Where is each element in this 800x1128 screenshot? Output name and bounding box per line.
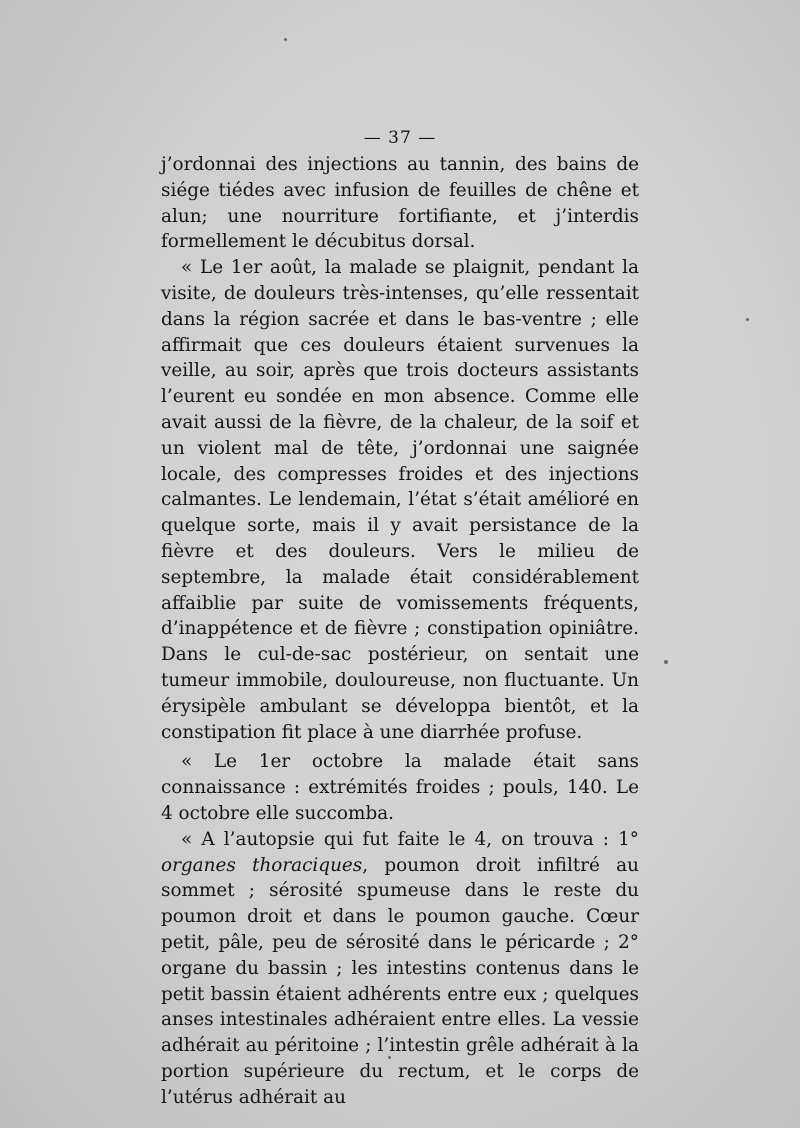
print-speck: [664, 660, 668, 664]
paragraph-4: [161, 827, 639, 1111]
paragraph-4-rest: , poumon droit infiltré au sommet ; sérosité spumeuse dans le reste du poumon droit et dans le poumon gauche. Cœur petit, pâle, peu de sérosité dans le péricarde ; 2° organe du bassin ; les intestins contenus dans le petit bassin étaient adhérents entre eux ; quelques anses intestinales adhéraient entre elles. La vessie adhérait au péritoine ; l’intestin grêle adhérait à la portion supérieure du rectum, et le corps de l’utérus adhérait au: [161, 854, 639, 1108]
print-speck: [284, 38, 287, 41]
body-text: [161, 152, 639, 1110]
paragraph-3: « Le 1er octobre la malade était sans connaissance : extrémités froides ; pouls, 140. Le 4 octobre elle succomba.: [161, 751, 639, 824]
paragraph-2: « Le 1er août, la malade se plaignit, pendant la visite, de douleurs très-intenses, qu’elle ressentait dans la région sacrée et dans le bas-ventre ; elle affirmait que ces douleurs étaient survenues la veille, au soir, après que trois docteurs assistants l’eurent eu sondée en mon absence. Comme elle avait aussi de la fièvre, de la chaleur, de la soif et un violent mal de tête, j’ordonnai une saignée locale, des compresses froides et des injections calmantes. Le lendemain, l’état s’était amélioré en quelque sorte, mais il y avait persistance de la fièvre et des douleurs. Vers le milieu de septembre, la malade était considérablement affaiblie par suite de vomissements fréquents, d’inappétence et de fièvre ; constipation opiniâtre. Dans le cul-de-sac postérieur, on sentait une tumeur immobile, douloureuse, non fluctuante. Un érysipèle ambulant se développa bientôt, et la constipation fit place à une diarrhée profuse.: [161, 257, 639, 743]
print-speck: [388, 1056, 391, 1059]
paragraph-4-italic: organes thoraciques: [161, 854, 363, 876]
print-speck: [746, 318, 749, 321]
paragraph-4-start: « A l’autopsie qui fut faite le 4, on trouva : 1°: [181, 828, 639, 850]
paragraph-1: j’ordonnai des injections au tannin, des bains de siége tiédes avec infusion de feuilles de chêne et alun; une nourriture fortifiante, et j’interdis formellement le décubitus dorsal.: [161, 154, 639, 253]
page-number: — 37 —: [363, 128, 437, 148]
